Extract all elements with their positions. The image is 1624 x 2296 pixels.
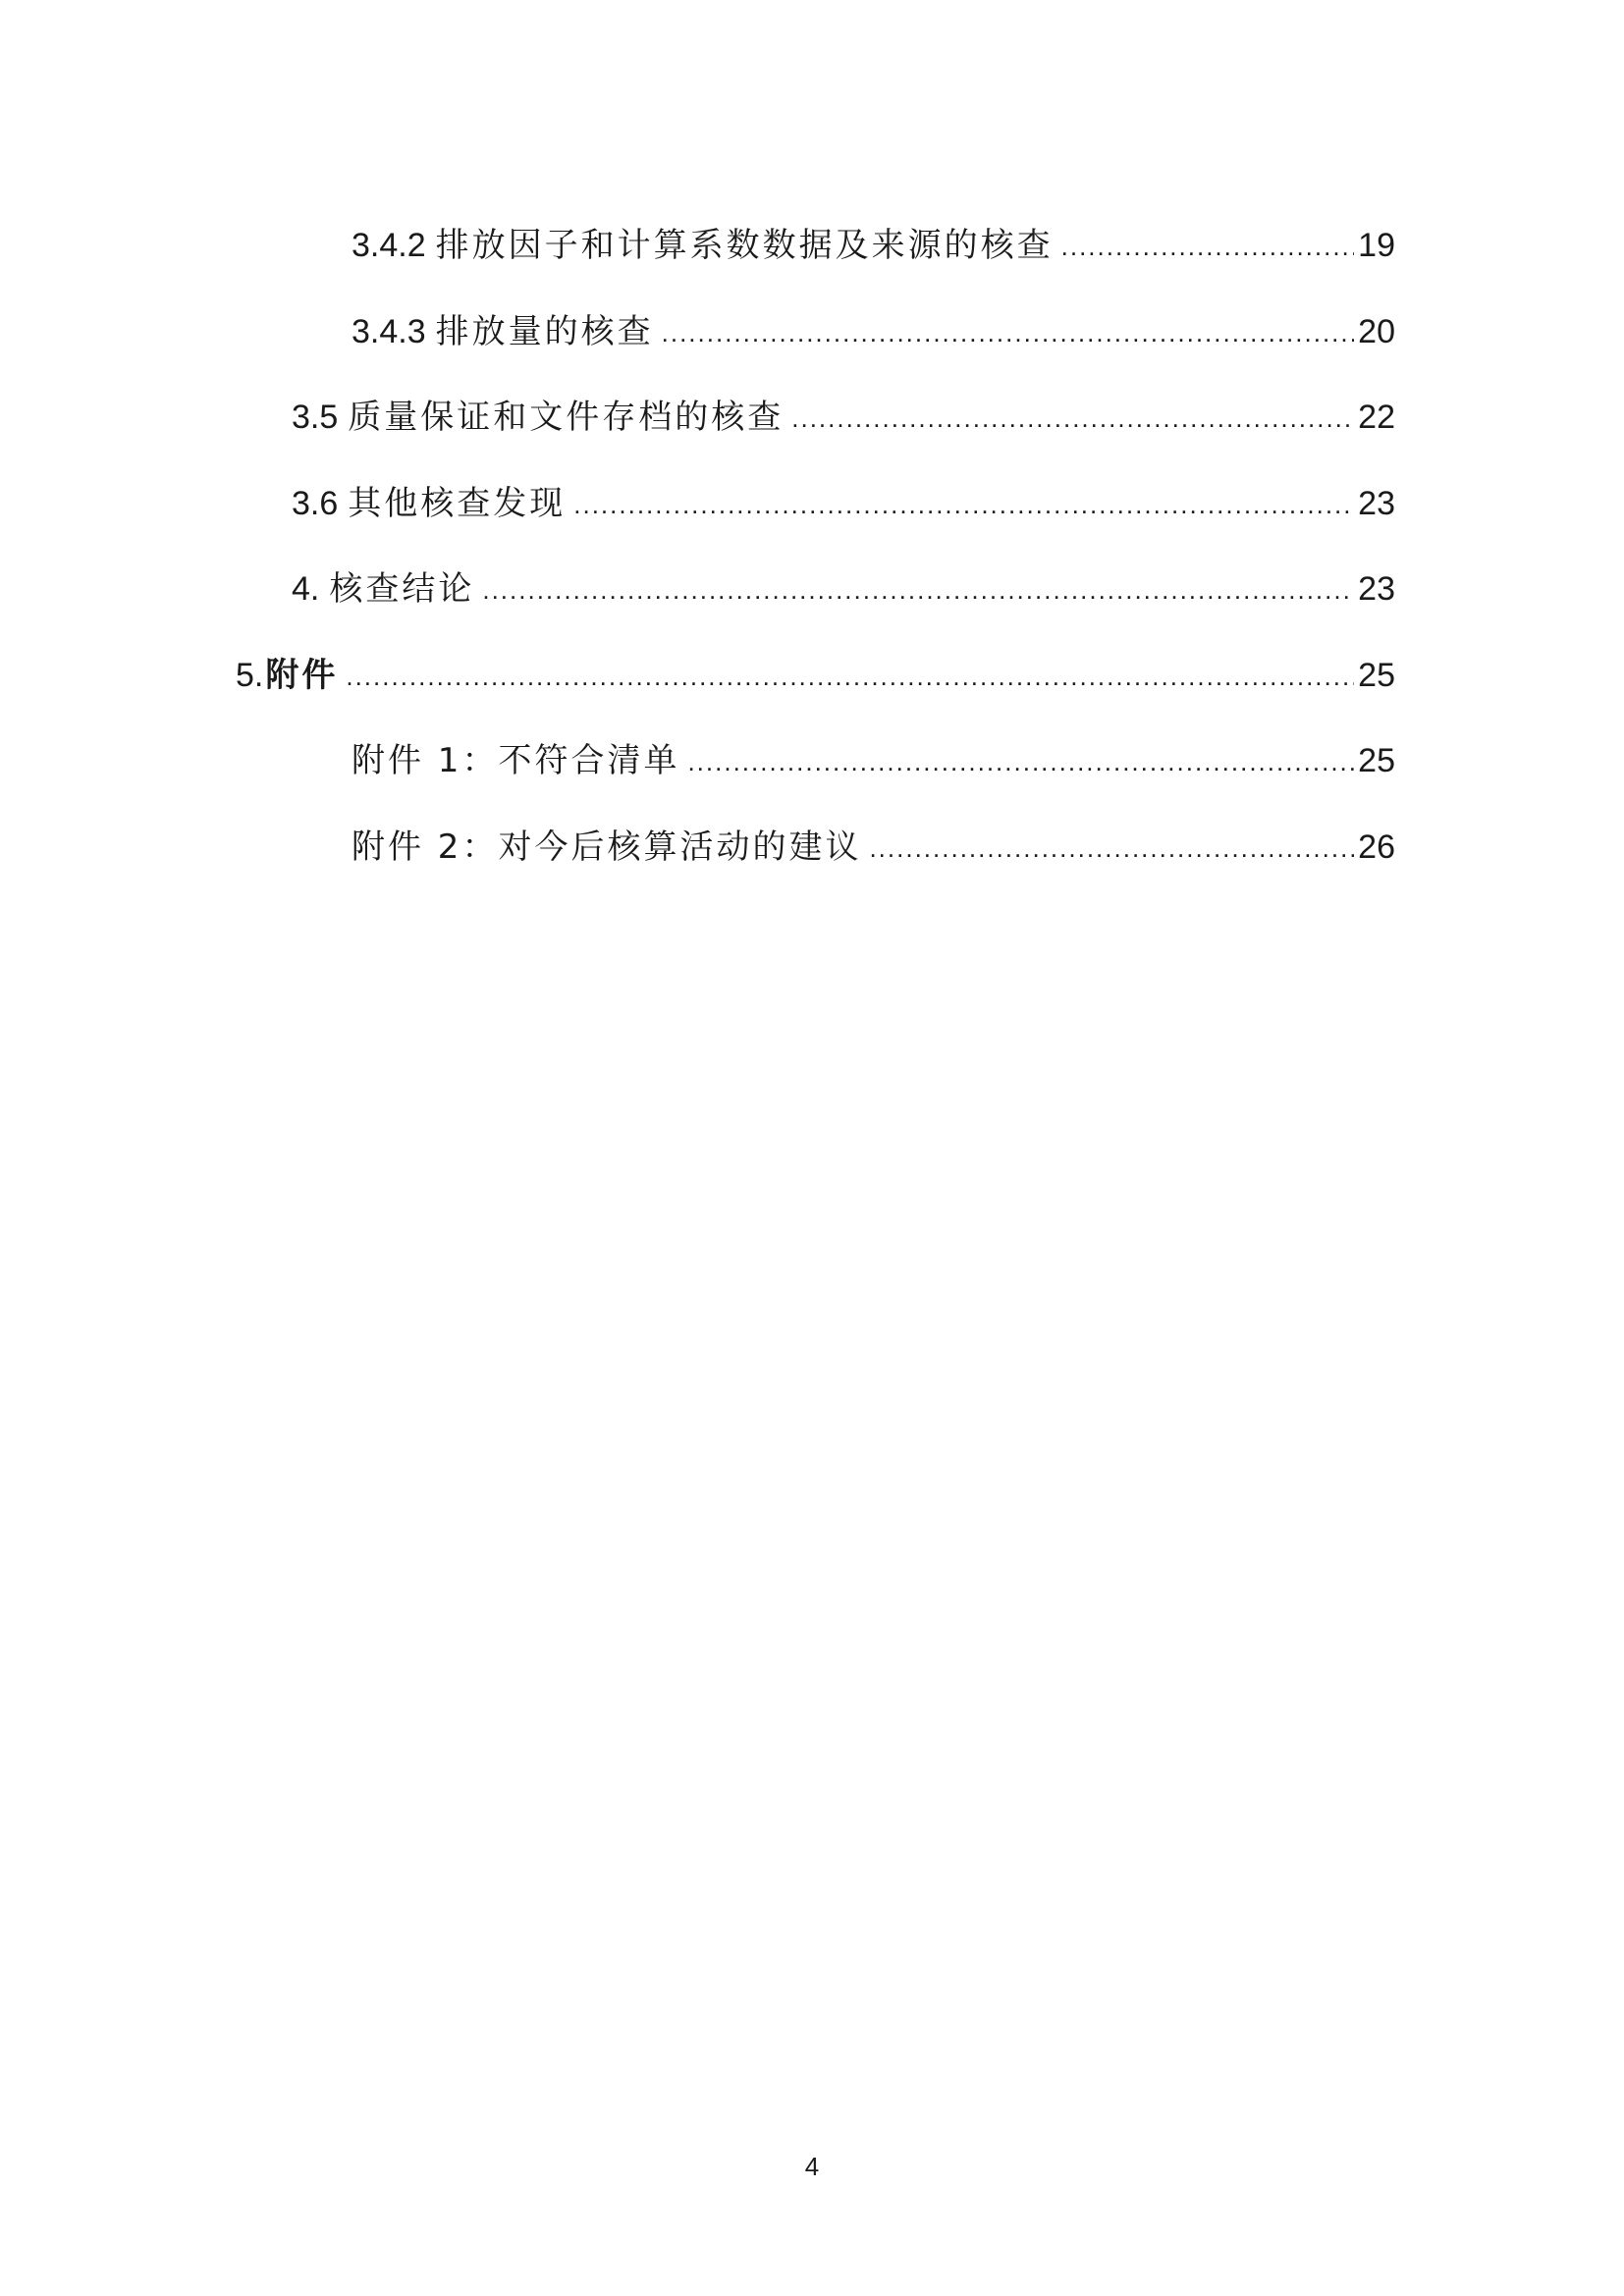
toc-entry-4[interactable] xyxy=(292,550,1395,609)
toc-entry-3-4-3[interactable] xyxy=(352,293,1395,351)
toc-entry-page: 19 xyxy=(1358,227,1395,264)
dot-leader xyxy=(869,833,1354,867)
toc-entry-number: 3.4.2 xyxy=(352,227,426,264)
toc-entry-page: 26 xyxy=(1358,828,1395,866)
toc-entry-number: 4. xyxy=(292,570,320,608)
toc-entry-title: 其他核查发现 xyxy=(348,484,567,523)
toc-entry-attachment-1[interactable] xyxy=(352,721,1395,780)
toc-entry-page: 25 xyxy=(1358,657,1395,694)
dot-leader xyxy=(346,662,1354,695)
toc-entry-page: 22 xyxy=(1358,399,1395,436)
toc-entry-page: 25 xyxy=(1358,742,1395,779)
toc-entry-3-5[interactable] xyxy=(292,378,1395,437)
toc-entry-3-6[interactable] xyxy=(292,464,1395,523)
toc-entry-page: 23 xyxy=(1358,485,1395,522)
toc-entry-attachment-2[interactable] xyxy=(352,808,1395,867)
dot-leader xyxy=(1061,232,1354,265)
toc-entry-number: 3.5 xyxy=(292,399,339,436)
toc-entry-title: 排放量的核查 xyxy=(435,312,654,351)
toc-entry-title: 附件 2：对今后核算活动的建议 xyxy=(352,828,862,867)
toc-entry-title: 附件 1：不符合清单 xyxy=(352,741,680,780)
dot-leader xyxy=(482,575,1354,609)
toc-entry-title: 核查结论 xyxy=(329,569,475,609)
page-number: 4 xyxy=(804,2152,820,2181)
toc-entry-page: 20 xyxy=(1358,313,1395,350)
toc-entry-page: 23 xyxy=(1358,570,1395,608)
toc-entry-number: 3.4.3 xyxy=(352,313,426,350)
toc-entry-title: 排放因子和计算系数数据及来源的核查 xyxy=(435,226,1054,265)
toc-entry-3-4-2[interactable] xyxy=(352,206,1395,265)
dot-leader xyxy=(687,747,1354,780)
dot-leader xyxy=(662,318,1354,351)
toc-entry-5[interactable] xyxy=(236,636,1395,695)
dot-leader xyxy=(573,490,1354,523)
toc-entry-number: 3.6 xyxy=(292,485,339,522)
toc-entry-number: 5. xyxy=(236,657,264,694)
toc-entry-title: 附件 xyxy=(265,656,339,695)
toc-entry-title: 质量保证和文件存档的核查 xyxy=(348,398,785,437)
dot-leader xyxy=(791,403,1354,437)
